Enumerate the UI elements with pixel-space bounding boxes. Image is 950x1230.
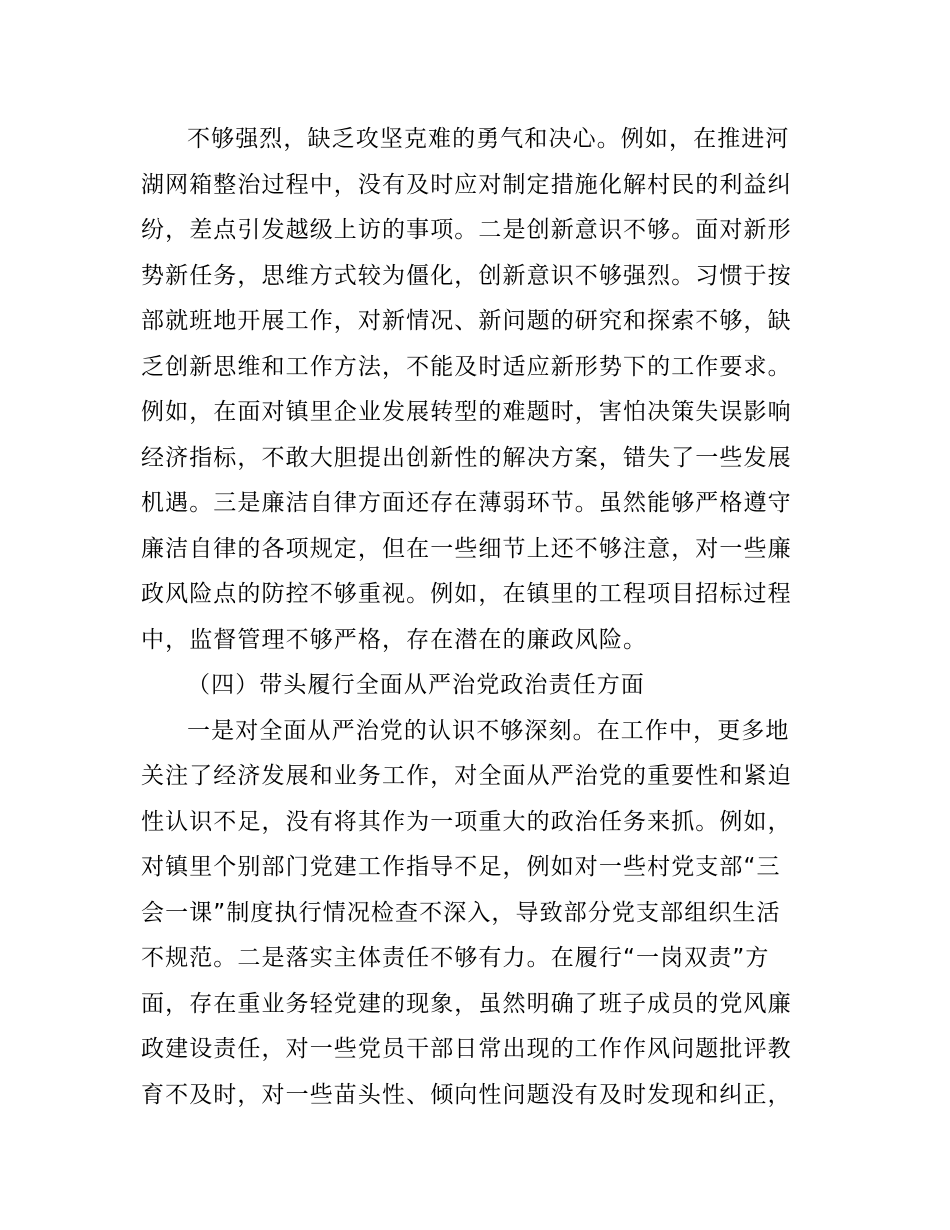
text-line: 性认识不足，没有将其作为一项重大的政治任务来抓。例如， <box>141 808 792 835</box>
text-line: 纷，差点引发越级上访的事项。二是创新意识不够。面对新形 <box>141 217 792 243</box>
text-line: 关注了经济发展和业务工作，对全面从严治党的重要性和紧迫 <box>141 763 792 789</box>
text-line: 对镇里个别部门党建工作指导不足，例如对一些村党支部“三 <box>141 854 781 880</box>
text-line: 政建设责任，对一些党员干部日常出现的工作作风问题批评教 <box>141 1036 792 1062</box>
document-body <box>141 117 821 1118</box>
text-line: 机遇。三是廉洁自律方面还存在薄弱环节。虽然能够严格遵守 <box>141 490 792 516</box>
text-line: 乏创新思维和工作方法，不能及时适应新形势下的工作要求。 <box>141 353 792 380</box>
text-line: 廉洁自律的各项规定，但在一些细节上还不够注意，对一些廉 <box>141 535 792 562</box>
section-heading: （四）带头履行全面从严治党政治责任方面 <box>187 672 645 698</box>
text-line: 不够强烈，缺乏攻坚克难的勇气和决心。例如，在推进河 <box>187 126 790 152</box>
text-line: 面，存在重业务轻党建的现象，虽然明确了班子成员的党风廉 <box>141 990 792 1017</box>
text-line: 部就班地开展工作，对新情况、新问题的研究和探索不够，缺 <box>141 308 792 334</box>
text-line: 政风险点的防控不够重视。例如，在镇里的工程项目招标过程 <box>141 581 792 607</box>
text-line: 经济指标，不敢大胆提出创新性的解决方案，错失了一些发展 <box>141 444 792 471</box>
text-line: 不规范。二是落实主体责任不够有力。在履行“一岗双责”方 <box>141 945 770 971</box>
text-line: 会一课”制度执行情况检查不深入，导致部分党支部组织生活 <box>141 899 781 926</box>
text-line: 育不及时，对一些苗头性、倾向性问题没有及时发现和纠正， <box>141 1081 792 1108</box>
text-line: 例如，在面对镇里企业发展转型的难题时，害怕决策失误影响 <box>141 399 792 425</box>
text-line: 中，监督管理不够严格，存在潜在的廉政风险。 <box>141 626 648 653</box>
text-line: 湖网箱整治过程中，没有及时应对制定措施化解村民的利益纠 <box>141 171 792 198</box>
text-line: 一是对全面从严治党的认识不够深刻。在工作中，更多地 <box>187 717 790 744</box>
text-line: 势新任务，思维方式较为僵化，创新意识不够强烈。习惯于按 <box>141 262 792 289</box>
